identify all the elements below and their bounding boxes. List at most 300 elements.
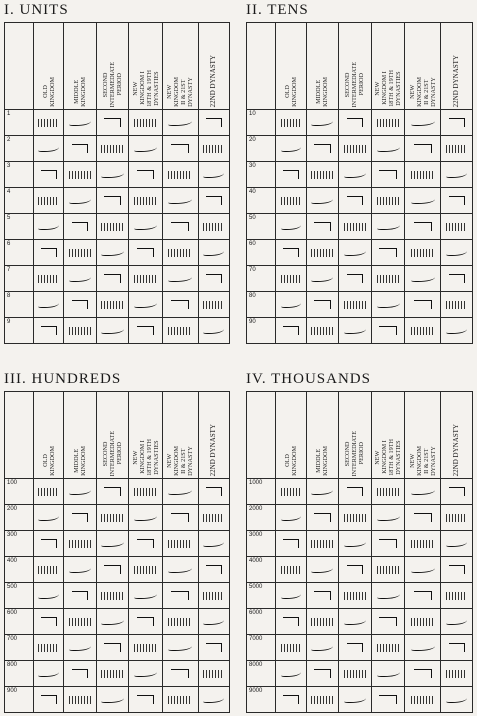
glyph-cell	[276, 635, 306, 661]
glyph-cell	[198, 635, 229, 661]
table-row	[5, 318, 230, 344]
hieratic-numeral-icon	[101, 514, 123, 522]
glyph-cell	[371, 136, 405, 162]
glyph-cell	[162, 687, 198, 713]
column-header	[441, 392, 473, 479]
table-row	[5, 292, 230, 318]
glyph-cell	[405, 687, 441, 713]
glyph-cell	[198, 188, 229, 214]
hieratic-numeral-icon	[168, 488, 192, 495]
hieratic-numeral-icon	[449, 643, 465, 652]
hieratic-numeral-icon	[344, 223, 366, 231]
glyph-cell	[276, 479, 306, 505]
column-header	[34, 23, 64, 110]
hieratic-numeral-icon	[72, 300, 89, 309]
hieratic-numeral-icon	[411, 119, 435, 126]
glyph-cell	[276, 661, 306, 687]
hieratic-numeral-icon	[283, 326, 299, 335]
column-header-label: OLD KINGDOM	[283, 446, 298, 476]
hieratic-numeral-icon	[411, 566, 435, 573]
hieratic-numeral-icon	[134, 488, 157, 496]
hieratic-numeral-icon	[311, 249, 333, 257]
glyph-cell	[276, 136, 306, 162]
hieratic-numeral-icon	[101, 249, 123, 256]
hieratic-numeral-icon	[446, 696, 467, 703]
row-number-cell	[247, 162, 276, 188]
hieratic-numeral-icon	[41, 695, 57, 704]
hieratic-numeral-icon	[69, 540, 91, 548]
hieratic-numeral-icon	[344, 249, 366, 256]
glyph-cell	[306, 162, 339, 188]
row-number-label: 100	[7, 480, 18, 486]
hieratic-numeral-icon	[311, 171, 333, 179]
hieratic-numeral-icon	[203, 618, 224, 625]
glyph-cell	[276, 531, 306, 557]
column-header-label: 22ND DYNASTY	[452, 54, 461, 107]
glyph-cell	[64, 136, 96, 162]
row-number-cell	[5, 110, 34, 136]
glyph-cell	[34, 479, 64, 505]
glyph-cell	[306, 531, 339, 557]
glyph-cell	[129, 162, 163, 188]
row-number-cell	[5, 687, 34, 713]
row-number-cell	[247, 479, 276, 505]
glyph-cell	[276, 583, 306, 609]
glyph-cell	[162, 240, 198, 266]
glyph-cell	[64, 110, 96, 136]
glyph-cell	[405, 162, 441, 188]
hieratic-numeral-icon	[314, 513, 331, 522]
glyph-cell	[276, 505, 306, 531]
hieratic-numeral-icon	[101, 171, 123, 178]
glyph-cell	[34, 188, 64, 214]
glyph-cell	[96, 240, 128, 266]
glyph-cell	[96, 661, 128, 687]
glyph-cell	[405, 188, 441, 214]
hieratic-numeral-icon	[449, 196, 465, 205]
glyph-cell	[371, 479, 405, 505]
row-number-cell	[247, 661, 276, 687]
table-row	[247, 318, 473, 344]
glyph-cell	[162, 188, 198, 214]
hieratic-numeral-icon	[134, 592, 157, 599]
glyph-cell	[162, 583, 198, 609]
hieratic-numeral-icon	[347, 487, 364, 496]
glyph-cell	[198, 661, 229, 687]
column-header-label: NEW KINGDOM I 18TH & 19TH DYNASTIES	[374, 70, 403, 107]
hieratic-numeral-icon	[203, 223, 224, 231]
glyph-cell	[64, 318, 96, 344]
hieratic-numeral-icon	[446, 327, 467, 334]
glyph-cell	[306, 318, 339, 344]
section-title-tens: II. TENS	[246, 2, 309, 18]
hieratic-numeral-icon	[379, 248, 396, 257]
glyph-cell	[129, 136, 163, 162]
glyph-cell	[96, 318, 128, 344]
glyph-cell	[339, 609, 372, 635]
column-header	[306, 392, 339, 479]
glyph-cell	[162, 661, 198, 687]
column-header-label: MIDDLE KINGDOM	[73, 446, 88, 476]
glyph-cell	[129, 505, 163, 531]
column-header-label: OLD KINGDOM	[41, 77, 56, 107]
header-corner	[247, 23, 276, 110]
glyph-cell	[339, 162, 372, 188]
table-row	[247, 240, 473, 266]
hieratic-numeral-icon	[283, 617, 299, 626]
glyph-cell	[198, 240, 229, 266]
glyph-cell	[405, 136, 441, 162]
glyph-cell	[96, 110, 128, 136]
hieratic-numeral-icon	[41, 248, 57, 257]
glyph-cell	[162, 531, 198, 557]
glyph-cell	[405, 635, 441, 661]
glyph-cell	[64, 188, 96, 214]
table-row	[247, 214, 473, 240]
glyph-cell	[129, 687, 163, 713]
glyph-cell	[339, 318, 372, 344]
row-number-cell	[247, 557, 276, 583]
glyph-cell	[198, 687, 229, 713]
column-header	[198, 392, 229, 479]
table-row	[247, 531, 473, 557]
row-number-label: 600	[7, 610, 18, 616]
row-number-cell	[5, 583, 34, 609]
glyph-cell	[129, 609, 163, 635]
glyph-cell	[441, 266, 473, 292]
column-header-label: 22ND DYNASTY	[209, 54, 218, 107]
glyph-cell	[306, 505, 339, 531]
glyph-cell	[129, 661, 163, 687]
glyph-cell	[276, 110, 306, 136]
hieratic-numeral-icon	[377, 514, 400, 521]
row-number-cell	[247, 136, 276, 162]
hieratic-numeral-icon	[379, 695, 396, 704]
glyph-cell	[276, 318, 306, 344]
hieratic-numeral-icon	[69, 197, 91, 204]
hieratic-numeral-icon	[446, 618, 467, 625]
glyph-cell	[64, 266, 96, 292]
glyph-cell	[405, 214, 441, 240]
hieratic-numeral-icon	[206, 196, 222, 205]
glyph-cell	[339, 292, 372, 318]
row-number-cell	[247, 687, 276, 713]
glyph-cell	[371, 162, 405, 188]
hieratic-numeral-icon	[134, 119, 157, 127]
glyph-cell	[198, 609, 229, 635]
units-table	[4, 22, 230, 344]
glyph-cell	[64, 557, 96, 583]
glyph-cell	[96, 214, 128, 240]
glyph-cell	[129, 240, 163, 266]
column-header	[34, 392, 64, 479]
glyph-cell	[405, 557, 441, 583]
glyph-cell	[129, 479, 163, 505]
header-corner	[5, 392, 34, 479]
row-number-label: 4000	[249, 558, 263, 564]
glyph-cell	[129, 583, 163, 609]
hieratic-numeral-icon	[69, 488, 91, 495]
glyph-cell	[64, 687, 96, 713]
glyph-cell	[441, 635, 473, 661]
hieratic-numeral-icon	[377, 670, 400, 677]
hieratic-numeral-icon	[101, 618, 123, 625]
glyph-cell	[405, 266, 441, 292]
glyph-cell	[371, 266, 405, 292]
row-number-cell	[5, 505, 34, 531]
glyph-cell	[441, 318, 473, 344]
hieratic-numeral-icon	[344, 696, 366, 703]
column-header	[371, 23, 405, 110]
glyph-cell	[34, 661, 64, 687]
hieratic-numeral-icon	[347, 565, 364, 574]
hieratic-numeral-icon	[311, 275, 333, 282]
hieratic-numeral-icon	[311, 618, 333, 626]
row-number-cell	[5, 162, 34, 188]
column-header-label: MIDDLE KINGDOM	[315, 446, 330, 476]
row-number-label: 70	[249, 267, 256, 273]
hieratic-numeral-icon	[137, 326, 154, 335]
glyph-cell	[371, 583, 405, 609]
hieratic-numeral-icon	[314, 144, 331, 153]
table-row	[247, 479, 473, 505]
hieratic-numeral-icon	[344, 592, 366, 600]
glyph-cell	[129, 110, 163, 136]
glyph-cell	[339, 214, 372, 240]
glyph-cell	[34, 583, 64, 609]
hieratic-numeral-icon	[377, 592, 400, 599]
hieratic-numeral-icon	[101, 696, 123, 703]
hieratic-numeral-icon	[281, 223, 302, 230]
row-number-label: 10	[249, 111, 256, 117]
glyph-cell	[162, 214, 198, 240]
hieratic-numeral-icon	[203, 670, 224, 678]
hieratic-numeral-icon	[137, 248, 154, 257]
hieratic-numeral-icon	[411, 540, 435, 548]
glyph-cell	[96, 162, 128, 188]
row-number-label: 3	[7, 163, 11, 169]
glyph-cell	[64, 214, 96, 240]
glyph-cell	[162, 479, 198, 505]
row-number-label: 800	[7, 662, 18, 668]
table-row	[247, 266, 473, 292]
glyph-cell	[405, 110, 441, 136]
glyph-cell	[339, 110, 372, 136]
glyph-cell	[96, 505, 128, 531]
row-number-cell	[5, 214, 34, 240]
hieratic-numeral-icon	[171, 669, 189, 678]
row-number-label: 7	[7, 267, 11, 273]
hieratic-numeral-icon	[411, 249, 435, 257]
hieratic-numeral-icon	[41, 617, 57, 626]
table-row	[247, 188, 473, 214]
tens-table	[246, 22, 473, 344]
row-number-cell	[247, 292, 276, 318]
row-number-cell	[5, 557, 34, 583]
row-number-cell	[247, 240, 276, 266]
table-row	[247, 162, 473, 188]
hieratic-numeral-icon	[281, 670, 302, 677]
glyph-cell	[339, 266, 372, 292]
column-header	[162, 23, 198, 110]
glyph-cell	[34, 505, 64, 531]
hieratic-numeral-icon	[69, 566, 91, 573]
hieratic-numeral-icon	[101, 540, 123, 547]
hieratic-numeral-icon	[101, 327, 123, 334]
table-row	[247, 609, 473, 635]
row-number-label: 200	[7, 506, 18, 512]
hieratic-numeral-icon	[168, 119, 192, 126]
glyph-cell	[34, 162, 64, 188]
hieratic-numeral-icon	[69, 696, 91, 704]
glyph-cell	[198, 136, 229, 162]
hieratic-numeral-icon	[168, 327, 192, 335]
glyph-cell	[34, 635, 64, 661]
hieratic-numeral-icon	[446, 301, 467, 309]
hieratic-numeral-icon	[137, 170, 154, 179]
glyph-cell	[441, 583, 473, 609]
row-number-cell	[5, 240, 34, 266]
glyph-cell	[371, 661, 405, 687]
glyph-cell	[34, 136, 64, 162]
table-row	[5, 531, 230, 557]
glyph-cell	[339, 136, 372, 162]
table-row	[5, 240, 230, 266]
glyph-cell	[162, 609, 198, 635]
column-header	[405, 23, 441, 110]
row-number-label: 7000	[249, 636, 263, 642]
glyph-cell	[64, 505, 96, 531]
glyph-cell	[405, 240, 441, 266]
hieratic-numeral-icon	[311, 197, 333, 204]
glyph-cell	[306, 136, 339, 162]
hieratic-numeral-icon	[69, 327, 91, 335]
glyph-cell	[339, 531, 372, 557]
hieratic-numeral-icon	[206, 643, 222, 652]
glyph-cell	[306, 266, 339, 292]
glyph-cell	[306, 609, 339, 635]
glyph-cell	[64, 162, 96, 188]
hieratic-numeral-icon	[414, 144, 432, 153]
column-header-label: OLD KINGDOM	[283, 77, 298, 107]
glyph-cell	[64, 609, 96, 635]
hieratic-numeral-icon	[314, 222, 331, 231]
hieratic-numeral-icon	[134, 566, 157, 574]
glyph-cell	[405, 292, 441, 318]
row-number-label: 2	[7, 137, 11, 143]
row-number-cell	[247, 266, 276, 292]
glyph-cell	[306, 188, 339, 214]
hieratic-numeral-icon	[344, 301, 366, 309]
glyph-cell	[34, 292, 64, 318]
hieratic-numeral-icon	[446, 223, 467, 231]
glyph-cell	[306, 479, 339, 505]
hieratic-numeral-icon	[38, 644, 58, 652]
row-number-cell	[247, 110, 276, 136]
hieratic-numeral-icon	[69, 119, 91, 126]
glyph-cell	[198, 479, 229, 505]
column-header	[162, 392, 198, 479]
section-title-units: I. UNITS	[4, 2, 69, 18]
row-number-cell	[247, 318, 276, 344]
hieratic-numeral-icon	[104, 274, 121, 283]
glyph-cell	[371, 188, 405, 214]
glyph-cell	[441, 479, 473, 505]
glyph-cell	[64, 479, 96, 505]
hieratic-numeral-icon	[377, 275, 400, 283]
glyph-cell	[129, 266, 163, 292]
hieratic-numeral-icon	[414, 591, 432, 600]
section-title-thousands: IV. THOUSANDS	[246, 371, 371, 387]
glyph-cell	[96, 188, 128, 214]
row-number-label: 500	[7, 584, 18, 590]
glyph-cell	[441, 110, 473, 136]
glyph-cell	[339, 188, 372, 214]
glyph-cell	[441, 531, 473, 557]
hieratic-numeral-icon	[449, 565, 465, 574]
hieratic-numeral-icon	[104, 118, 121, 127]
hieratic-numeral-icon	[411, 327, 435, 335]
hieratic-numeral-icon	[414, 513, 432, 522]
glyph-cell	[162, 136, 198, 162]
hieratic-numeral-icon	[134, 275, 157, 283]
row-number-label: 5000	[249, 584, 263, 590]
glyph-cell	[405, 505, 441, 531]
hieratic-numeral-icon	[72, 222, 89, 231]
table-row	[5, 110, 230, 136]
hieratic-numeral-icon	[377, 644, 400, 652]
column-header	[129, 392, 163, 479]
column-header	[339, 23, 372, 110]
hieratic-numeral-icon	[38, 566, 58, 574]
table-header-row	[5, 392, 230, 479]
column-header-label: MIDDLE KINGDOM	[315, 77, 330, 107]
glyph-cell	[405, 583, 441, 609]
glyph-cell	[96, 479, 128, 505]
glyph-cell	[64, 531, 96, 557]
table-row	[5, 609, 230, 635]
row-number-cell	[5, 609, 34, 635]
column-header	[198, 23, 229, 110]
hieratic-numeral-icon	[171, 144, 189, 153]
hieratic-numeral-icon	[171, 591, 189, 600]
glyph-cell	[198, 110, 229, 136]
glyph-cell	[64, 292, 96, 318]
hieratic-numeral-icon	[104, 565, 121, 574]
glyph-cell	[198, 292, 229, 318]
glyph-cell	[441, 214, 473, 240]
glyph-cell	[441, 687, 473, 713]
glyph-cell	[96, 292, 128, 318]
glyph-cell	[34, 687, 64, 713]
table-row	[5, 557, 230, 583]
hieratic-numeral-icon	[134, 197, 157, 205]
hieratic-numeral-icon	[283, 248, 299, 257]
hieratic-numeral-icon	[203, 301, 224, 309]
hieratic-numeral-icon	[379, 617, 396, 626]
row-number-cell	[5, 318, 34, 344]
hieratic-numeral-icon	[281, 592, 302, 599]
hieratic-numeral-icon	[134, 670, 157, 677]
glyph-cell	[441, 188, 473, 214]
table-row	[247, 505, 473, 531]
table-row	[5, 635, 230, 661]
glyph-cell	[162, 162, 198, 188]
glyph-cell	[306, 661, 339, 687]
hieratic-numeral-icon	[281, 644, 302, 652]
hieratic-numeral-icon	[101, 592, 123, 600]
row-number-label: 1000	[249, 480, 263, 486]
